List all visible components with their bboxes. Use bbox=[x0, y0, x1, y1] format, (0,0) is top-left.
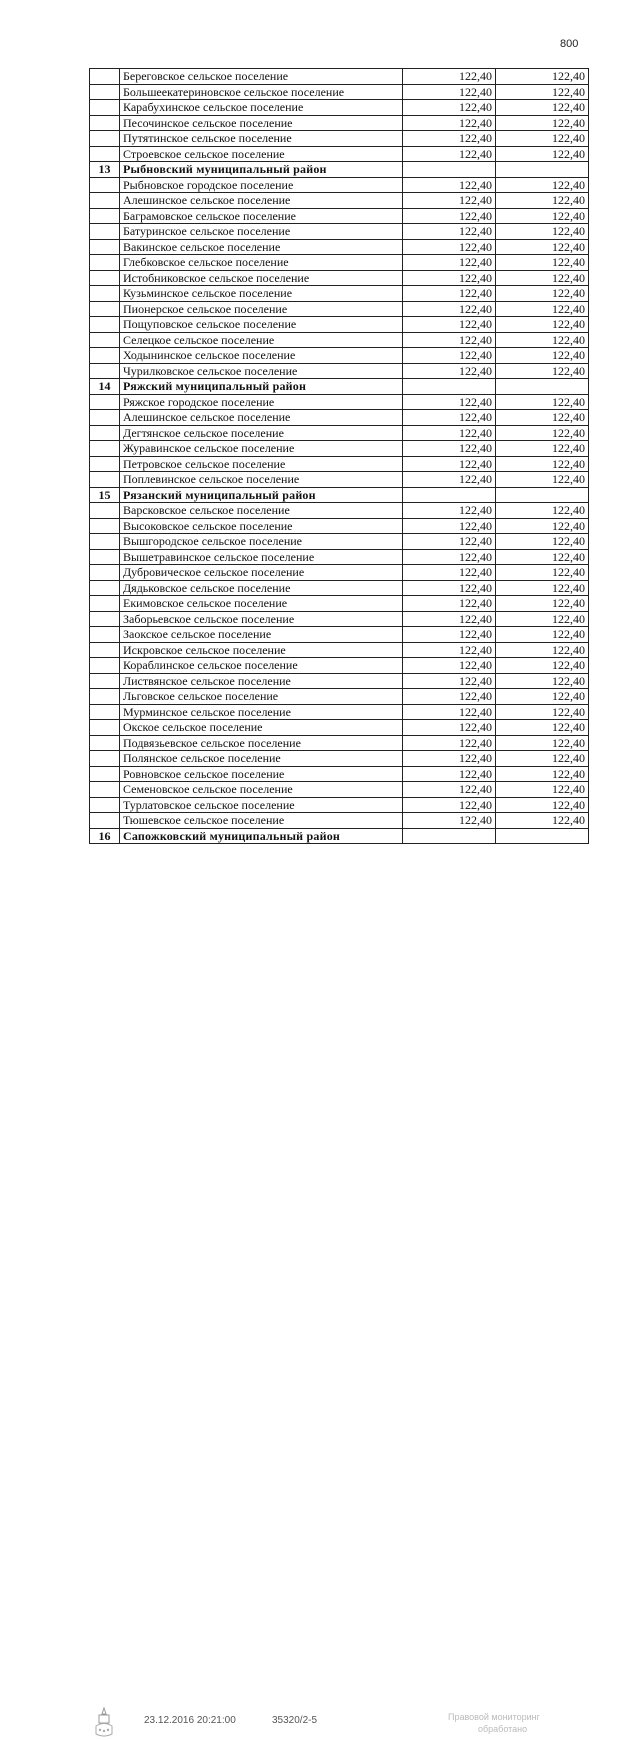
settlement-name: Листвянское сельское поселение bbox=[120, 673, 403, 689]
value-1: 122,40 bbox=[403, 363, 496, 379]
value-2: 122,40 bbox=[496, 596, 589, 612]
row-number bbox=[90, 751, 120, 767]
table-row bbox=[90, 720, 589, 736]
settlement-name: Тюшевское сельское поселение bbox=[120, 813, 403, 829]
value-1: 122,40 bbox=[403, 472, 496, 488]
value-2: 122,40 bbox=[496, 131, 589, 147]
table-row bbox=[90, 301, 589, 317]
value-2: 122,40 bbox=[496, 766, 589, 782]
row-number bbox=[90, 704, 120, 720]
value-1: 122,40 bbox=[403, 658, 496, 674]
watermark-line2: обработано bbox=[478, 1724, 528, 1734]
table-row bbox=[90, 255, 589, 271]
value-1: 122,40 bbox=[403, 534, 496, 550]
row-number bbox=[90, 69, 120, 85]
value-1: 122,40 bbox=[403, 627, 496, 643]
value-2 bbox=[496, 379, 589, 395]
value-2: 122,40 bbox=[496, 704, 589, 720]
value-1: 122,40 bbox=[403, 813, 496, 829]
row-number bbox=[90, 115, 120, 131]
row-number bbox=[90, 394, 120, 410]
table-body bbox=[90, 69, 589, 844]
value-2: 122,40 bbox=[496, 270, 589, 286]
row-number bbox=[90, 270, 120, 286]
table-row bbox=[90, 410, 589, 426]
row-number bbox=[90, 286, 120, 302]
table-row bbox=[90, 332, 589, 348]
value-1: 122,40 bbox=[403, 255, 496, 271]
row-number bbox=[90, 658, 120, 674]
settlement-name: Рыбновское городское поселение bbox=[120, 177, 403, 193]
row-number bbox=[90, 84, 120, 100]
value-1: 122,40 bbox=[403, 689, 496, 705]
value-1: 122,40 bbox=[403, 580, 496, 596]
settlement-name: Мурминское сельское поселение bbox=[120, 704, 403, 720]
value-1: 122,40 bbox=[403, 394, 496, 410]
table-row bbox=[90, 735, 589, 751]
value-2: 122,40 bbox=[496, 100, 589, 116]
value-1: 122,40 bbox=[403, 704, 496, 720]
row-number bbox=[90, 317, 120, 333]
value-1: 122,40 bbox=[403, 596, 496, 612]
value-2 bbox=[496, 828, 589, 844]
value-2: 122,40 bbox=[496, 84, 589, 100]
table-row bbox=[90, 472, 589, 488]
settlement-name: Дядьковское сельское поселение bbox=[120, 580, 403, 596]
row-number bbox=[90, 534, 120, 550]
seal-icon bbox=[92, 1706, 116, 1740]
value-1: 122,40 bbox=[403, 797, 496, 813]
value-1: 122,40 bbox=[403, 503, 496, 519]
table-row bbox=[90, 69, 589, 85]
value-2: 122,40 bbox=[496, 332, 589, 348]
table-row bbox=[90, 363, 589, 379]
value-1: 122,40 bbox=[403, 146, 496, 162]
settlement-name: Журавинское сельское поселение bbox=[120, 441, 403, 457]
value-1: 122,40 bbox=[403, 177, 496, 193]
row-number bbox=[90, 673, 120, 689]
footer-doc-code: 35320/2-5 bbox=[272, 1715, 318, 1726]
value-2: 122,40 bbox=[496, 348, 589, 364]
value-1: 122,40 bbox=[403, 751, 496, 767]
value-2: 122,40 bbox=[496, 441, 589, 457]
settlement-name: Рязанский муниципальный район bbox=[120, 487, 403, 503]
page-number: 800 bbox=[560, 38, 579, 50]
value-1: 122,40 bbox=[403, 735, 496, 751]
value-2: 122,40 bbox=[496, 797, 589, 813]
footer-datetime: 23.12.2016 20:21:00 bbox=[144, 1715, 236, 1726]
value-2: 122,40 bbox=[496, 534, 589, 550]
settlement-name: Баграмовское сельское поселение bbox=[120, 208, 403, 224]
value-2: 122,40 bbox=[496, 301, 589, 317]
value-1: 122,40 bbox=[403, 301, 496, 317]
value-1: 122,40 bbox=[403, 317, 496, 333]
value-1 bbox=[403, 162, 496, 178]
value-2 bbox=[496, 487, 589, 503]
settlement-name: Кузьминское сельское поселение bbox=[120, 286, 403, 302]
value-2: 122,40 bbox=[496, 549, 589, 565]
row-number bbox=[90, 565, 120, 581]
settlement-name: Глебковское сельское поселение bbox=[120, 255, 403, 271]
value-1: 122,40 bbox=[403, 348, 496, 364]
value-2 bbox=[496, 162, 589, 178]
value-2: 122,40 bbox=[496, 193, 589, 209]
settlement-name: Береговское сельское поселение bbox=[120, 69, 403, 85]
settlement-name: Заокское сельское поселение bbox=[120, 627, 403, 643]
row-number bbox=[90, 642, 120, 658]
row-number bbox=[90, 782, 120, 798]
watermark-line1: Правовой мониторинг bbox=[448, 1712, 540, 1722]
district-header-row bbox=[90, 379, 589, 395]
value-2: 122,40 bbox=[496, 146, 589, 162]
table-row bbox=[90, 100, 589, 116]
value-1: 122,40 bbox=[403, 410, 496, 426]
value-2: 122,40 bbox=[496, 689, 589, 705]
value-2: 122,40 bbox=[496, 208, 589, 224]
value-2: 122,40 bbox=[496, 255, 589, 271]
value-1 bbox=[403, 828, 496, 844]
value-2: 122,40 bbox=[496, 224, 589, 240]
district-header-row bbox=[90, 487, 589, 503]
row-number: 13 bbox=[90, 162, 120, 178]
settlement-name: Льговское сельское поселение bbox=[120, 689, 403, 705]
table-row bbox=[90, 580, 589, 596]
value-1: 122,40 bbox=[403, 131, 496, 147]
table-row bbox=[90, 131, 589, 147]
table-row bbox=[90, 286, 589, 302]
table-row bbox=[90, 425, 589, 441]
row-number: 16 bbox=[90, 828, 120, 844]
value-1: 122,40 bbox=[403, 441, 496, 457]
row-number bbox=[90, 348, 120, 364]
row-number bbox=[90, 813, 120, 829]
table-row bbox=[90, 549, 589, 565]
settlement-name: Вышгородское сельское поселение bbox=[120, 534, 403, 550]
value-2: 122,40 bbox=[496, 673, 589, 689]
settlement-name: Заборьевское сельское поселение bbox=[120, 611, 403, 627]
row-number bbox=[90, 797, 120, 813]
value-2: 122,40 bbox=[496, 115, 589, 131]
value-1 bbox=[403, 379, 496, 395]
table-row bbox=[90, 84, 589, 100]
value-1: 122,40 bbox=[403, 518, 496, 534]
value-2: 122,40 bbox=[496, 503, 589, 519]
table-row bbox=[90, 441, 589, 457]
row-number bbox=[90, 208, 120, 224]
value-1: 122,40 bbox=[403, 456, 496, 472]
settlement-name: Вакинское сельское поселение bbox=[120, 239, 403, 255]
value-1 bbox=[403, 487, 496, 503]
table-row bbox=[90, 270, 589, 286]
row-number bbox=[90, 332, 120, 348]
value-2: 122,40 bbox=[496, 580, 589, 596]
settlement-name: Строевское сельское поселение bbox=[120, 146, 403, 162]
value-1: 122,40 bbox=[403, 100, 496, 116]
value-1: 122,40 bbox=[403, 425, 496, 441]
value-1: 122,40 bbox=[403, 115, 496, 131]
value-2: 122,40 bbox=[496, 518, 589, 534]
row-number bbox=[90, 611, 120, 627]
settlement-name: Ходынинское сельское поселение bbox=[120, 348, 403, 364]
settlement-name: Большеекатериновское сельское поселение bbox=[120, 84, 403, 100]
row-number bbox=[90, 301, 120, 317]
table-row bbox=[90, 766, 589, 782]
settlement-name: Ряжское городское поселение bbox=[120, 394, 403, 410]
settlement-name: Алешинское сельское поселение bbox=[120, 193, 403, 209]
settlement-name: Петровское сельское поселение bbox=[120, 456, 403, 472]
table-row bbox=[90, 208, 589, 224]
settlement-name: Окское сельское поселение bbox=[120, 720, 403, 736]
district-header-row bbox=[90, 828, 589, 844]
settlement-name: Полянское сельское поселение bbox=[120, 751, 403, 767]
value-1: 122,40 bbox=[403, 332, 496, 348]
row-number bbox=[90, 193, 120, 209]
row-number bbox=[90, 410, 120, 426]
settlement-name: Песочинское сельское поселение bbox=[120, 115, 403, 131]
settlement-name: Подвязьевское сельское поселение bbox=[120, 735, 403, 751]
value-2: 122,40 bbox=[496, 177, 589, 193]
watermark bbox=[448, 1711, 598, 1735]
value-1: 122,40 bbox=[403, 286, 496, 302]
settlement-name: Поплевинское сельское поселение bbox=[120, 472, 403, 488]
row-number bbox=[90, 177, 120, 193]
settlement-name: Дегтянское сельское поселение bbox=[120, 425, 403, 441]
value-2: 122,40 bbox=[496, 363, 589, 379]
row-number bbox=[90, 224, 120, 240]
row-number bbox=[90, 720, 120, 736]
table-row bbox=[90, 689, 589, 705]
table-row bbox=[90, 534, 589, 550]
value-2: 122,40 bbox=[496, 425, 589, 441]
settlement-name: Сапожковский муниципальный район bbox=[120, 828, 403, 844]
table-row bbox=[90, 813, 589, 829]
table-row bbox=[90, 673, 589, 689]
settlement-name: Варсковское сельское поселение bbox=[120, 503, 403, 519]
value-2: 122,40 bbox=[496, 720, 589, 736]
row-number bbox=[90, 503, 120, 519]
table-row bbox=[90, 518, 589, 534]
value-2: 122,40 bbox=[496, 642, 589, 658]
row-number: 14 bbox=[90, 379, 120, 395]
table-row bbox=[90, 224, 589, 240]
value-1: 122,40 bbox=[403, 270, 496, 286]
table-row bbox=[90, 317, 589, 333]
row-number bbox=[90, 472, 120, 488]
row-number bbox=[90, 549, 120, 565]
value-1: 122,40 bbox=[403, 193, 496, 209]
value-2: 122,40 bbox=[496, 735, 589, 751]
value-2: 122,40 bbox=[496, 751, 589, 767]
settlement-name: Алешинское сельское поселение bbox=[120, 410, 403, 426]
value-1: 122,40 bbox=[403, 224, 496, 240]
settlement-name: Турлатовское сельское поселение bbox=[120, 797, 403, 813]
table-row bbox=[90, 611, 589, 627]
settlement-name: Екимовское сельское поселение bbox=[120, 596, 403, 612]
row-number bbox=[90, 689, 120, 705]
row-number bbox=[90, 441, 120, 457]
value-1: 122,40 bbox=[403, 782, 496, 798]
row-number bbox=[90, 518, 120, 534]
value-2: 122,40 bbox=[496, 782, 589, 798]
value-2: 122,40 bbox=[496, 394, 589, 410]
value-2: 122,40 bbox=[496, 410, 589, 426]
row-number bbox=[90, 131, 120, 147]
value-1: 122,40 bbox=[403, 766, 496, 782]
table-row bbox=[90, 177, 589, 193]
settlement-name: Карабухинское сельское поселение bbox=[120, 100, 403, 116]
table-row bbox=[90, 565, 589, 581]
value-2: 122,40 bbox=[496, 69, 589, 85]
settlement-name: Высоковское сельское поселение bbox=[120, 518, 403, 534]
table-row bbox=[90, 797, 589, 813]
value-1: 122,40 bbox=[403, 239, 496, 255]
value-1: 122,40 bbox=[403, 565, 496, 581]
row-number bbox=[90, 456, 120, 472]
table-row bbox=[90, 394, 589, 410]
table-row bbox=[90, 658, 589, 674]
value-1: 122,40 bbox=[403, 642, 496, 658]
table-row bbox=[90, 193, 589, 209]
row-number bbox=[90, 766, 120, 782]
value-2: 122,40 bbox=[496, 472, 589, 488]
row-number bbox=[90, 580, 120, 596]
value-1: 122,40 bbox=[403, 673, 496, 689]
settlement-name: Пощуповское сельское поселение bbox=[120, 317, 403, 333]
row-number bbox=[90, 146, 120, 162]
value-2: 122,40 bbox=[496, 658, 589, 674]
value-1: 122,40 bbox=[403, 84, 496, 100]
settlement-name: Батуринское сельское поселение bbox=[120, 224, 403, 240]
table-row bbox=[90, 782, 589, 798]
settlement-name: Кораблинское сельское поселение bbox=[120, 658, 403, 674]
settlement-name: Истобниковское сельское поселение bbox=[120, 270, 403, 286]
value-2: 122,40 bbox=[496, 456, 589, 472]
value-2: 122,40 bbox=[496, 813, 589, 829]
district-header-row bbox=[90, 162, 589, 178]
row-number bbox=[90, 735, 120, 751]
page-footer bbox=[0, 855, 640, 1734]
settlement-name: Вышетравинское сельское поселение bbox=[120, 549, 403, 565]
row-number bbox=[90, 100, 120, 116]
table-row bbox=[90, 503, 589, 519]
row-number bbox=[90, 627, 120, 643]
value-2: 122,40 bbox=[496, 317, 589, 333]
value-2: 122,40 bbox=[496, 627, 589, 643]
table-row bbox=[90, 627, 589, 643]
table-row bbox=[90, 704, 589, 720]
settlement-name: Путятинское сельское поселение bbox=[120, 131, 403, 147]
table-row bbox=[90, 348, 589, 364]
value-1: 122,40 bbox=[403, 208, 496, 224]
table-row bbox=[90, 115, 589, 131]
table-row bbox=[90, 146, 589, 162]
settlement-name: Дубровическое сельское поселение bbox=[120, 565, 403, 581]
row-number: 15 bbox=[90, 487, 120, 503]
table-row bbox=[90, 596, 589, 612]
settlement-name: Ряжский муниципальный район bbox=[120, 379, 403, 395]
settlement-name: Рыбновский муниципальный район bbox=[120, 162, 403, 178]
value-1: 122,40 bbox=[403, 69, 496, 85]
row-number bbox=[90, 425, 120, 441]
settlement-name: Семеновское сельское поселение bbox=[120, 782, 403, 798]
value-1: 122,40 bbox=[403, 549, 496, 565]
row-number bbox=[90, 596, 120, 612]
table-row bbox=[90, 239, 589, 255]
settlement-name: Пионерское сельское поселение bbox=[120, 301, 403, 317]
row-number bbox=[90, 239, 120, 255]
settlement-name: Ровновское сельское поселение bbox=[120, 766, 403, 782]
settlement-name: Чурилковское сельское поселение bbox=[120, 363, 403, 379]
value-2: 122,40 bbox=[496, 239, 589, 255]
table-row bbox=[90, 642, 589, 658]
value-2: 122,40 bbox=[496, 611, 589, 627]
tariff-table bbox=[89, 68, 589, 844]
settlement-name: Селецкое сельское поселение bbox=[120, 332, 403, 348]
table-row bbox=[90, 456, 589, 472]
table-row bbox=[90, 751, 589, 767]
value-2: 122,40 bbox=[496, 286, 589, 302]
value-2: 122,40 bbox=[496, 565, 589, 581]
settlement-name: Искровское сельское поселение bbox=[120, 642, 403, 658]
row-number bbox=[90, 255, 120, 271]
value-1: 122,40 bbox=[403, 611, 496, 627]
row-number bbox=[90, 363, 120, 379]
value-1: 122,40 bbox=[403, 720, 496, 736]
